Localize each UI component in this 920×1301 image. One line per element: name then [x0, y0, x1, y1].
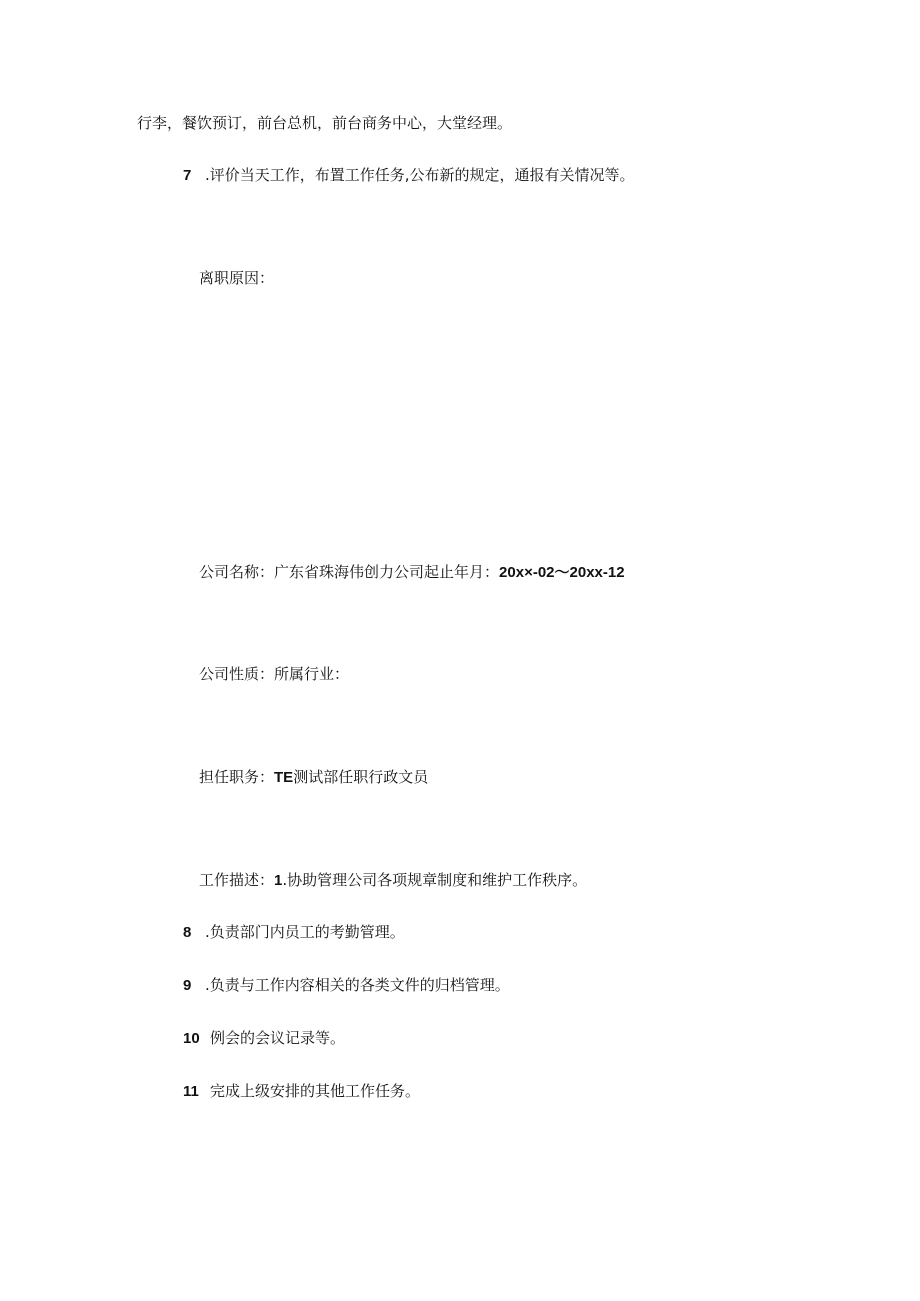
continuation-line: 行李，餐饮预订，前台总机，前台商务中心，大堂经理。	[137, 114, 513, 132]
job-description-label: 工作描述：	[199, 871, 275, 889]
position-value: 测试部任职行政文员	[293, 768, 429, 786]
period-label: 起止年月：	[424, 563, 500, 581]
list-text: .负责部门内员工的考勤管理。	[205, 923, 405, 941]
list-number: 11	[183, 1083, 199, 1100]
list-item-11	[183, 1081, 420, 1102]
list-number: 7	[183, 167, 192, 184]
position-value-prefix: TE	[274, 769, 294, 786]
list-number: 1	[274, 872, 283, 889]
industry-label: 所属行业：	[274, 665, 350, 683]
list-number: 9	[183, 977, 192, 994]
position-label: 担任职务：	[199, 768, 275, 786]
company-name-value: 广东省珠海伟创力公司	[274, 563, 425, 581]
list-text: 例会的会议记录等。	[210, 1029, 346, 1047]
list-number: 8	[183, 924, 192, 941]
job-description-line	[199, 870, 587, 891]
list-text: .评价当天工作，布置工作任务,公布新的规定，通报有关情况等。	[205, 166, 635, 184]
resignation-reason-label: 离职原因：	[199, 269, 275, 287]
list-text: 完成上级安排的其他工作任务。	[210, 1082, 421, 1100]
position-line	[199, 767, 428, 788]
company-line	[199, 562, 625, 583]
company-name-label: 公司名称：	[199, 563, 275, 581]
list-text: .协助管理公司各项规章制度和维护工作秩序。	[282, 871, 588, 889]
list-text: .负责与工作内容相关的各类文件的归档管理。	[205, 976, 510, 994]
company-nature-line	[199, 664, 349, 684]
list-number: 10	[183, 1030, 200, 1047]
company-nature-label: 公司性质：	[199, 665, 275, 683]
list-item-7	[183, 165, 635, 186]
period-value: 20x×-02〜20xx-12	[499, 564, 625, 581]
list-item-10	[183, 1028, 345, 1049]
list-item-8	[183, 922, 405, 943]
list-item-9	[183, 975, 510, 996]
